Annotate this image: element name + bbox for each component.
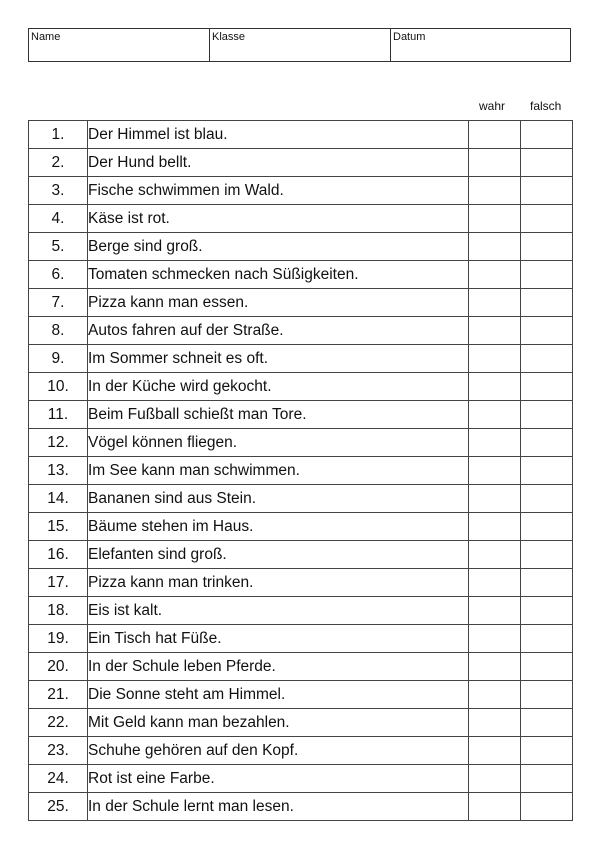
statement-text: In der Schule leben Pferde. xyxy=(88,653,469,681)
false-checkbox-cell[interactable] xyxy=(521,233,573,261)
true-checkbox-cell[interactable] xyxy=(469,793,521,821)
false-checkbox-cell[interactable] xyxy=(521,373,573,401)
class-field[interactable] xyxy=(210,29,391,61)
false-checkbox-cell[interactable] xyxy=(521,597,573,625)
true-checkbox-cell[interactable] xyxy=(469,289,521,317)
item-number: 13. xyxy=(29,457,88,485)
item-number: 19. xyxy=(29,625,88,653)
item-number: 2. xyxy=(29,149,88,177)
true-checkbox-cell[interactable] xyxy=(469,205,521,233)
true-checkbox-cell[interactable] xyxy=(469,541,521,569)
table-row xyxy=(29,373,573,401)
item-number: 20. xyxy=(29,653,88,681)
true-checkbox-cell[interactable] xyxy=(469,233,521,261)
table-row xyxy=(29,401,573,429)
statement-text: Bananen sind aus Stein. xyxy=(88,485,469,513)
false-checkbox-cell[interactable] xyxy=(521,289,573,317)
true-checkbox-cell[interactable] xyxy=(469,681,521,709)
false-checkbox-cell[interactable] xyxy=(521,401,573,429)
date-label: Datum xyxy=(393,31,426,43)
table-row xyxy=(29,709,573,737)
statement-text: Autos fahren auf der Straße. xyxy=(88,317,469,345)
item-number: 1. xyxy=(29,121,88,149)
true-checkbox-cell[interactable] xyxy=(469,429,521,457)
false-checkbox-cell[interactable] xyxy=(521,149,573,177)
table-row xyxy=(29,317,573,345)
false-checkbox-cell[interactable] xyxy=(521,653,573,681)
table-row xyxy=(29,569,573,597)
false-checkbox-cell[interactable] xyxy=(521,737,573,765)
false-checkbox-cell[interactable] xyxy=(521,709,573,737)
false-checkbox-cell[interactable] xyxy=(521,793,573,821)
statement-text: Der Himmel ist blau. xyxy=(88,121,469,149)
item-number: 22. xyxy=(29,709,88,737)
false-checkbox-cell[interactable] xyxy=(521,541,573,569)
item-number: 25. xyxy=(29,793,88,821)
true-checkbox-cell[interactable] xyxy=(469,317,521,345)
statement-text: Pizza kann man trinken. xyxy=(88,569,469,597)
item-number: 11. xyxy=(29,401,88,429)
table-row xyxy=(29,261,573,289)
student-info-box xyxy=(28,28,571,62)
true-checkbox-cell[interactable] xyxy=(469,765,521,793)
table-row xyxy=(29,289,573,317)
statement-text: Im See kann man schwimmen. xyxy=(88,457,469,485)
table-row xyxy=(29,765,573,793)
statement-text: Der Hund bellt. xyxy=(88,149,469,177)
false-column-heading: falsch xyxy=(530,99,562,113)
statement-text: In der Schule lernt man lesen. xyxy=(88,793,469,821)
statement-text: Käse ist rot. xyxy=(88,205,469,233)
date-field[interactable] xyxy=(391,29,570,61)
item-number: 23. xyxy=(29,737,88,765)
statement-text: Rot ist eine Farbe. xyxy=(88,765,469,793)
false-checkbox-cell[interactable] xyxy=(521,569,573,597)
table-row xyxy=(29,233,573,261)
false-checkbox-cell[interactable] xyxy=(521,317,573,345)
item-number: 14. xyxy=(29,485,88,513)
item-number: 3. xyxy=(29,177,88,205)
table-row xyxy=(29,513,573,541)
statement-text: In der Küche wird gekocht. xyxy=(88,373,469,401)
item-number: 17. xyxy=(29,569,88,597)
item-number: 18. xyxy=(29,597,88,625)
table-row xyxy=(29,457,573,485)
true-checkbox-cell[interactable] xyxy=(469,625,521,653)
false-checkbox-cell[interactable] xyxy=(521,261,573,289)
true-column-heading: wahr xyxy=(479,99,506,113)
statement-text: Beim Fußball schießt man Tore. xyxy=(88,401,469,429)
false-checkbox-cell[interactable] xyxy=(521,457,573,485)
table-row xyxy=(29,149,573,177)
true-checkbox-cell[interactable] xyxy=(469,401,521,429)
false-checkbox-cell[interactable] xyxy=(521,625,573,653)
true-checkbox-cell[interactable] xyxy=(469,485,521,513)
true-checkbox-cell[interactable] xyxy=(469,121,521,149)
false-checkbox-cell[interactable] xyxy=(521,205,573,233)
statement-text: Elefanten sind groß. xyxy=(88,541,469,569)
true-checkbox-cell[interactable] xyxy=(469,513,521,541)
statement-text: Fische schwimmen im Wald. xyxy=(88,177,469,205)
false-checkbox-cell[interactable] xyxy=(521,121,573,149)
table-row xyxy=(29,121,573,149)
false-checkbox-cell[interactable] xyxy=(521,345,573,373)
statement-text: Eis ist kalt. xyxy=(88,597,469,625)
item-number: 24. xyxy=(29,765,88,793)
false-checkbox-cell[interactable] xyxy=(521,681,573,709)
table-row xyxy=(29,541,573,569)
item-number: 4. xyxy=(29,205,88,233)
table-row xyxy=(29,793,573,821)
table-row xyxy=(29,737,573,765)
table-row xyxy=(29,345,573,373)
false-checkbox-cell[interactable] xyxy=(521,765,573,793)
false-checkbox-cell[interactable] xyxy=(521,429,573,457)
table-row xyxy=(29,429,573,457)
table-row xyxy=(29,653,573,681)
statement-text: Ein Tisch hat Füße. xyxy=(88,625,469,653)
item-number: 6. xyxy=(29,261,88,289)
name-field[interactable] xyxy=(29,29,210,61)
table-row xyxy=(29,177,573,205)
item-number: 15. xyxy=(29,513,88,541)
true-checkbox-cell[interactable] xyxy=(469,149,521,177)
statement-text: Tomaten schmecken nach Süßigkeiten. xyxy=(88,261,469,289)
true-checkbox-cell[interactable] xyxy=(469,345,521,373)
statement-text: Schuhe gehören auf den Kopf. xyxy=(88,737,469,765)
table-row xyxy=(29,205,573,233)
item-number: 9. xyxy=(29,345,88,373)
true-checkbox-cell[interactable] xyxy=(469,569,521,597)
true-false-table xyxy=(28,120,573,821)
true-checkbox-cell[interactable] xyxy=(469,373,521,401)
item-number: 21. xyxy=(29,681,88,709)
statement-text: Die Sonne steht am Himmel. xyxy=(88,681,469,709)
true-checkbox-cell[interactable] xyxy=(469,709,521,737)
item-number: 7. xyxy=(29,289,88,317)
statement-text: Bäume stehen im Haus. xyxy=(88,513,469,541)
statement-text: Mit Geld kann man bezahlen. xyxy=(88,709,469,737)
item-number: 10. xyxy=(29,373,88,401)
true-checkbox-cell[interactable] xyxy=(469,261,521,289)
name-label: Name xyxy=(31,31,61,43)
statement-text: Berge sind groß. xyxy=(88,233,469,261)
item-number: 5. xyxy=(29,233,88,261)
true-checkbox-cell[interactable] xyxy=(469,597,521,625)
table-row xyxy=(29,485,573,513)
false-checkbox-cell[interactable] xyxy=(521,513,573,541)
statement-text: Vögel können fliegen. xyxy=(88,429,469,457)
item-number: 16. xyxy=(29,541,88,569)
true-checkbox-cell[interactable] xyxy=(469,653,521,681)
true-checkbox-cell[interactable] xyxy=(469,737,521,765)
true-checkbox-cell[interactable] xyxy=(469,457,521,485)
statement-text: Im Sommer schneit es oft. xyxy=(88,345,469,373)
table-row xyxy=(29,681,573,709)
table-row xyxy=(29,625,573,653)
statement-text: Pizza kann man essen. xyxy=(88,289,469,317)
false-checkbox-cell[interactable] xyxy=(521,177,573,205)
false-checkbox-cell[interactable] xyxy=(521,485,573,513)
item-number: 8. xyxy=(29,317,88,345)
class-label: Klasse xyxy=(212,31,246,43)
table-row xyxy=(29,597,573,625)
true-checkbox-cell[interactable] xyxy=(469,177,521,205)
item-number: 12. xyxy=(29,429,88,457)
